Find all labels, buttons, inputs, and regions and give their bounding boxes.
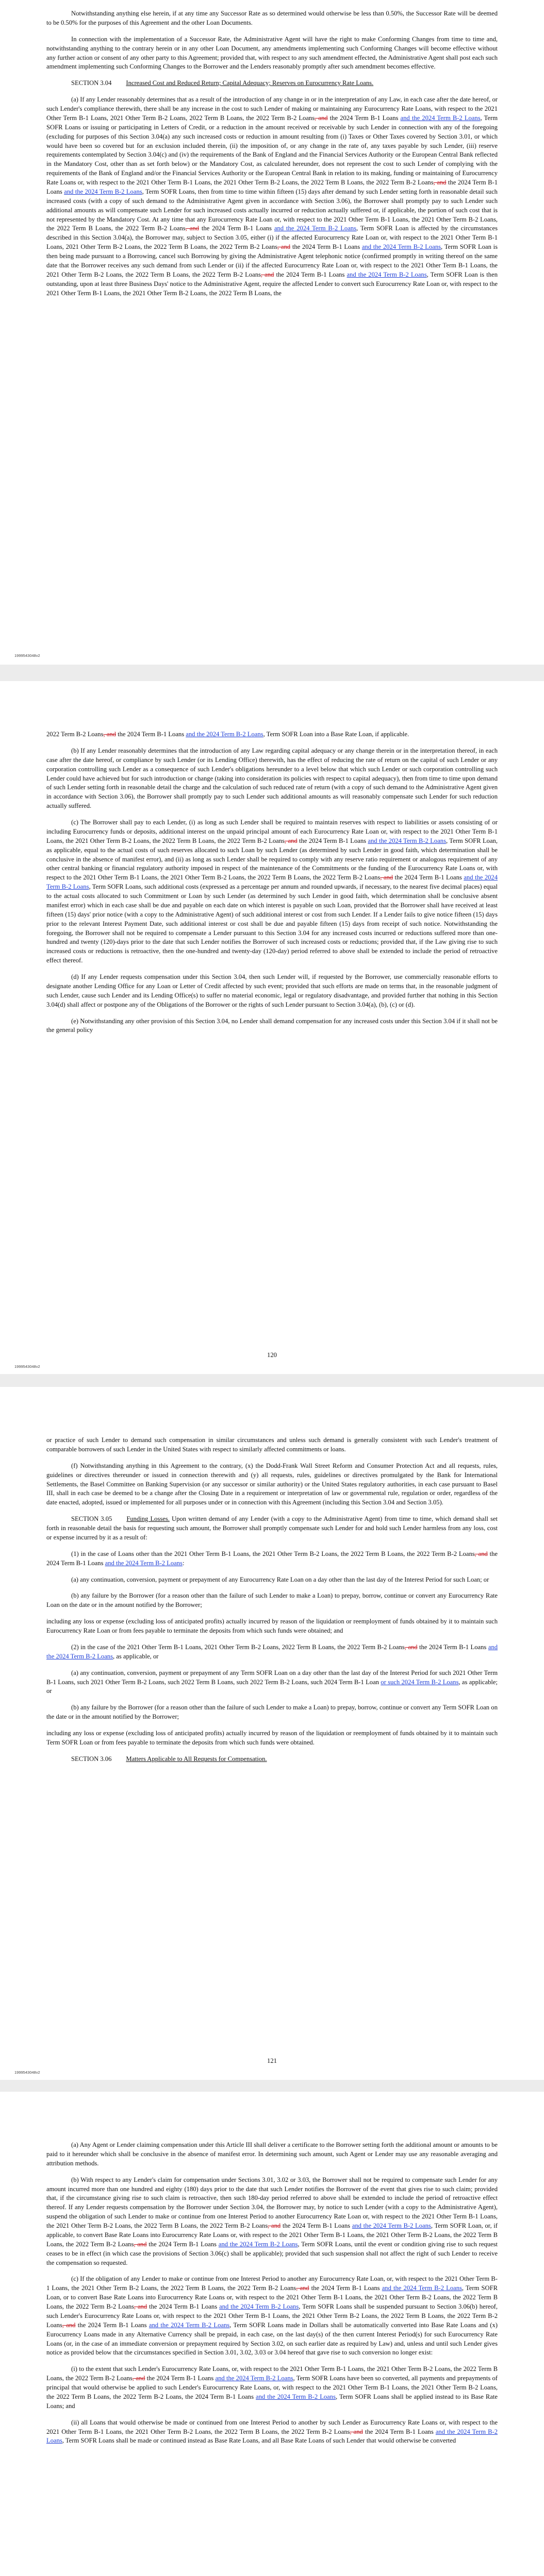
text-run: (1) in the case of Loans other than the 2021 Other Term B-1 Loans, the 2021 Other Term B-2 Loans, the 2022 Term B Loans, the 2022 Term B-2 Loans bbox=[71, 1550, 475, 1557]
deleted-text: , and bbox=[260, 270, 274, 278]
inserted-text: and the 2024 Term B-2 Loans bbox=[46, 2428, 498, 2445]
text-run: , Term SOFR Loans, until the event or condition giving rise to such request ceases to be in effect (in which case the provisions of Section 3.06(c) shall be applicable); provided that such suspension shall not affect the right of such Lender to receive the compensation so requested. bbox=[46, 2240, 498, 2266]
document-id: 1999543048v2 bbox=[14, 1364, 40, 1369]
page-body bbox=[46, 730, 498, 1042]
paragraph bbox=[46, 2418, 498, 2446]
document-page bbox=[0, 2092, 544, 2576]
paragraph: (b) If any Lender reasonably determines that the introduction of any Law regarding capital adequacy or any change therein or in the interpretation thereof, in each case after the date hereof, or compliance by such Lender (or its Lending Office) therewith, has the effect of reducing the rate of return on the capital of such Lender or any corporation controlling such Lender as a consequence of such Lender's obligations hereunder to a level below that which such Lender or such corporation controlling such Lender could have achieved but for such introduction or change (taking into consideration its policies with respect to capital adequacy), then from time to time upon demand of such Lender setting forth in reasonable detail the charge and the calculation of such reduced rate of return (with a copy of such demand to the Administrative Agent given in accordance with Section 3.06), the Borrower shall promptly pay to such Lender such additional amounts as will reasonably compensate such Lender for such reduction actually suffered. bbox=[46, 747, 498, 810]
text-run: the 2024 Term B-1 Loans bbox=[274, 270, 347, 278]
text-run: (i) to the extent that such Lender's Eurocurrency Rate Loans, or, with respect to the 2021 Other Term B-1 Loans, the 2021 Other Term B-2 Loans, the 2022 Term B Loans, the 2022 Term B-2 Loans bbox=[46, 2365, 498, 2382]
text-run: the 2024 Term B-1 Loans bbox=[290, 243, 362, 251]
deleted-text: , and bbox=[433, 179, 447, 186]
text-run: (a) any continuation, conversion, payment or prepayment of any Term SOFR Loan on a day other than the last day of the Interest Period for such 2021 Other Term B-1 Loans, such 2021 Other Term B-2 Loans, such 2022 Term B Loans, such 2022 Term B-2 Loans, such 2024 Term B-1 Loan bbox=[46, 1669, 498, 1686]
inserted-text: and the 2024 Term B-2 Loans bbox=[64, 188, 142, 195]
inserted-text: or such 2024 Term B-2 Loans bbox=[381, 1678, 459, 1686]
text-run: , Term SOFR Loan, or to convert Base Rate Loans into Eurocurrency Rate Loans or, with respect to the 2021 Other Term B-1 Loans, the 2021 Other Term B-2 Loans, the 2022 Term B Loans, the 2022 Term B-2 Loans bbox=[46, 2284, 498, 2310]
text-run: the 2024 Term B-1 Loans bbox=[147, 2303, 220, 2310]
inserted-text: and the 2024 Term B-2 Loans bbox=[105, 1559, 183, 1567]
inserted-text: and the 2024 Term B-2 Loans bbox=[186, 731, 263, 738]
text-run: the 2024 Term B-1 Loans bbox=[145, 2375, 216, 2382]
paragraph: (e) Notwithstanding any other provision of this Section 3.04, no Lender shall demand compensation for any increased costs under this Section 3.04 if it shall not be the general policy bbox=[46, 1017, 498, 1034]
text-run: the 2024 Term B-1 Loans bbox=[362, 2428, 436, 2435]
paragraph: (a) any continuation, conversion, payment or prepayment of any Eurocurrency Rate Loan on a day other than the last day of the Interest Period for such Loan; or bbox=[71, 1575, 489, 1583]
paragraph: Notwithstanding anything else herein, if at any time any Successor Rate as so determined would otherwise be less than 0.50%, the Successor Rate will be deemed to be 0.50% for the purposes of this Agreement and the other Loan Documents. bbox=[46, 10, 498, 26]
text-run: , Term SOFR Loans, such additional costs (expressed as a percentage per annum and rounded upwards, if necessary, to the nearest five decimal places) equal to the actual costs allocated to such Commitment or Loan by such Lender (as determined by such Lender in good faith, which determination shall be conclusive absent manifest error) which in each case shall be due and payable on each date on which interest is payable on such Loan, provided that the Borrower shall have received at least fifteen (15) days' prior notice (with a copy to the Administrative Agent) of such additional interest or cost from such Lender. If a Lender fails to give notice fifteen (15) days prior to the relevant Interest Payment Date, such additional interest or cost shall be due and payable fifteen (15) days from receipt of such notice. Notwithstanding the foregoing, the Borrower shall not be required to compensate a Lender pursuant to this Section 3.04 for any increased costs incurred or reductions suffered more than one-hundred and twenty (120)-days prior to the date that such Lender notifies the Borrower of such increased costs or reductions; provided that, if the Law giving rise to such increased costs or reductions is retroactive, then the one-hundred and twenty-day (120-day) period referred to above shall be extended to include the period of retroactive effect thereof. bbox=[46, 883, 498, 964]
text-run: , Term SOFR Loan is affected by the circumstances described in this Section 3.04(a), the Borrower may, subject to Section 3.05, either (i) if the affected Eurocurrency Rate Loan or, with respect to the 2021 Other Term B-1 Loans, 2021 Other Term B-2 Loans, the 2022 Term B Loans, the 2022 Term B-2 Loans bbox=[46, 225, 498, 251]
text-run: the 2024 Term B-1 Loans bbox=[46, 1550, 498, 1567]
paragraph bbox=[46, 95, 498, 298]
deleted-text: , and bbox=[185, 225, 199, 232]
text-run: , Term SOFR Loan is then outstanding, upon at least three Business Days' notice to the Administrative Agent, require the affected Lender to convert such Eurocurrency Rate Loan or, with respect to the 2021 Other Term B-1 Loans, the 2021 Other Term B-2 Loans, the 2022 Term B Loans, the bbox=[46, 270, 498, 297]
page-number: 121 bbox=[267, 2057, 277, 2064]
document-page bbox=[0, 681, 544, 1374]
inserted-text: and the 2024 Term B-2 Loans bbox=[382, 2284, 462, 2292]
deleted-text: , and bbox=[284, 837, 298, 844]
text-run: , Term SOFR Loans shall be suspended pursuant to Section 3.06(b) hereof, such Lender's Eurocurrency Rate Loans or, with respect to the 2021 Other Term B-1 Loans, the 2021 Other Term B-2 Loans, the 2022 Term B Loans, the 2022 Term B-2 Loans bbox=[46, 2303, 498, 2329]
paragraph bbox=[46, 2176, 498, 2268]
inserted-text: and the 2024 Term B-2 Loans bbox=[149, 2321, 230, 2329]
paragraph bbox=[46, 1550, 498, 1568]
deleted-text: , and bbox=[103, 731, 116, 738]
text-run: the 2024 Term B-1 Loans bbox=[393, 874, 464, 882]
deleted-text: , and bbox=[134, 2240, 147, 2248]
text-run: the 2024 Term B-1 Loans bbox=[199, 225, 274, 232]
page-body bbox=[46, 9, 498, 305]
text-run: , Term SOFR Loans, then from time to time within fifteen (15) days after demand by such Lender setting forth in reasonable detail such increased costs (with a copy of such demand to the Administrative Agent given in accordance with Section 3.06), the Borrower shall promptly pay to such Lender such additional amounts as will compensate such Lender for such increased costs actually incurred or reduction actually suffered or, if applicable, the portion of such cost that is not represented by the Mandatory Cost. At any time that any Eurocurrency Rate Loan or, with respect to the 2021 Other Term B-1 Loans, the 2021 Other Term B-2 Loans, the 2022 Term B Loans, the 2022 Term B-2 Loans bbox=[46, 188, 498, 232]
text-run: , Term SOFR Loans have been so converted, all payments and prepayments of principal that would otherwise be applied to such Lender's Eurocurrency Rate Loans, or, with respect to the 2021 Other Term B-1 Loans, the 2021 Other Term B-2 Loans, the 2022 Term B Loans, the 2022 Term B-2 Loans, the 2024 Term B-1 Loans bbox=[46, 2375, 498, 2400]
text-run: , Term SOFR Loans shall be made or continued instead as Base Rate Loans, and all Base Rate Loans of such Lender that would otherwise be converted bbox=[62, 2437, 456, 2445]
deleted-text: , and bbox=[132, 2375, 145, 2382]
text-run: (a) If any Lender reasonably determines that as a result of the introduction of any change in or in the interpretation of any Law, in each case after the date hereof, or such Lender's compliance therewith, there shall be any increase in the cost to such Lender of making or maintaining any Eurocurrency Rate Loans, with respect to the 2021 Other Term B-1 Loans, 2021 Other Term B-2 Loans, 2022 Term B Loans, the 2022 Term B-2 Loans bbox=[46, 96, 498, 122]
text-run: , Term SOFR Loan, as applicable, equal to the actual costs of such reserves allocated to such Loan by such Lender (as determined by such Lender in good faith, which determination shall be conclusive in the absence of manifest error), and (ii) as long as such Lender shall be required to comply with any reserve ratio requirement or analogous requirement of any other central banking or financial regulatory authority imposed in respect of the maintenance of the Commitments or the funding of the Eurocurrency Rate Loans or, with respect to the 2021 Other Term B-1 Loans, the 2021 Other Term B-2 Loans, the 2022 Term B Loans, the 2022 Term B-2 Loans bbox=[46, 837, 498, 882]
paragraph bbox=[46, 1643, 498, 1662]
deleted-text: , and bbox=[277, 243, 291, 251]
page-number: 120 bbox=[267, 1351, 277, 1359]
paragraph: In connection with the implementation of a Successor Rate, the Administrative Agent will have the right to make Conforming Changes from time to time and, notwithstanding anything to the contrary herein or in any other Loan Document, any amendments implementing such Conforming Changes will become effective without any further action or consent of any other party to this Agreement; provided that, with respect to any such amendment effected, the Administrative Agent shall post each such amendment implementing such Conforming Changes to the Borrower and the Lenders reasonably promptly after such amendment becomes effective. bbox=[46, 35, 498, 71]
section-number: SECTION 3.04 bbox=[71, 79, 112, 87]
document-id: 1999543048v2 bbox=[14, 2070, 40, 2075]
section-title: Funding Losses. bbox=[126, 1515, 170, 1523]
text-run: the 2024 Term B-1 Loans bbox=[75, 2321, 149, 2329]
text-run: the 2024 Term B-1 Loans bbox=[116, 731, 186, 738]
deleted-text: , and bbox=[296, 2284, 309, 2292]
deleted-text: , and bbox=[404, 1643, 418, 1651]
text-run: the 2024 Term B-1 Loans bbox=[327, 114, 401, 122]
text-run: , Term SOFR Loan is then being made pursuant to a Borrowing, cancel such Borrowing by giving the Administrative Agent telephonic notice (confirmed promptly in writing thereof on the same date that the Borrower receives any such demand from such Lender or (ii) if the affected Eurocurrency Rate Loan or, with respect to the 2021 Other Term B-1 Loans, the 2021 Other Term B-2 Loans, the 2022 Term B Loans, the 2022 Term B-2 Loans bbox=[46, 243, 498, 278]
inserted-text: and the 2024 Term B-2 Loans bbox=[274, 225, 356, 232]
text-run: , Term SOFR Loan into a Base Rate Loan, if applicable. bbox=[263, 731, 409, 738]
paragraph: (b) any failure by the Borrower (for a reason other than the failure of such Lender to make a Loan) to prepay, borrow, continue or convert any Term SOFR Loan on the date or in the amount notified by the Borrower; bbox=[46, 1704, 498, 1721]
section-heading bbox=[46, 79, 498, 88]
inserted-text: and the 2024 Term B-2 Loans bbox=[347, 270, 427, 278]
text-run: , Term SOFR Loan, or, if applicable, to convert Base Rate Loans into Eurocurrency Rate Loans or, with respect to the 2021 Other Term B-1 Loans, the 2021 Other Term B-2 Loans, the 2022 Term B Loans, the 2022 Term B-2 Loans bbox=[46, 2222, 498, 2248]
section-number: SECTION 3.05 bbox=[71, 1515, 112, 1523]
inserted-text: and the 2024 Term B-2 Loans bbox=[46, 1643, 498, 1660]
text-run: (c) If the obligation of any Lender to make or continue from one Interest Period to another any Eurocurrency Rate Loan, or, with respect to the 2021 Other Term B-1 Loans, the 2021 Other Term B-2 Loans, the 2022 Term B Loans, the 2022 Term B-2 Loans bbox=[46, 2275, 498, 2292]
text-run: (ii) all Loans that would otherwise be made or continued from one Interest Period to another by such Lender as Eurocurrency Rate Loans or, with respect to the 2021 Other Term B-1 Loans, the 2021 Other Term B-2 Loans, the 2022 Term B Loans, the 2022 Term B-2 Loans bbox=[46, 2418, 498, 2435]
deleted-text: , and bbox=[268, 2222, 281, 2229]
inserted-text: and the 2024 Term B-2 Loans bbox=[219, 2303, 299, 2310]
paragraph: (a) Any Agent or Lender claiming compensation under this Article III shall deliver a certificate to the Borrower setting forth the additional amount or amounts to be paid to it hereunder which shall be conclusive in the absence of manifest error. In determining such amount, such Agent or Lender may use any reasonable averaging and attribution methods. bbox=[46, 2141, 498, 2167]
paragraph: including any loss or expense (excluding loss of anticipated profits) actually incurred by reason of the liquidation or reemployment of funds obtained by it to maintain such Eurocurrency Rate Loan or from fees payable to terminate the deposits from which such funds were obtained; and bbox=[46, 1618, 498, 1634]
document-page bbox=[0, 1387, 544, 2080]
deleted-text: , and bbox=[350, 2428, 363, 2435]
paragraph bbox=[46, 2275, 498, 2358]
text-run: , Term SOFR Loans made in Dollars shall be automatically converted into Base Rate Loans and (x) Eurocurrency Loans made in any Alternative Currency shall be prepaid, in each case, on the last day(s) of the then current Interest Period(s) for such Eurocurrency Rate Loans (or, in the case of an immediate conversion or prepayment required by Section 3.02, on such earlier date as required by Law) and, unless and until such Lender gives notice as provided below that the circumstances specified in Section 3.01, 3.02, 3.03 or 3.04 hereof that gave rise to such conversion no longer exist: bbox=[46, 2321, 498, 2357]
text-run: (b) With respect to any Lender's claim for compensation under Sections 3.01, 3.02 or 3.03, the Borrower shall not be required to compensate such Lender for any amount incurred more than one hundred and eighty (180) days prior to the date that such Lender notifies the Borrower of the event that gives rise to such claim; provided that, if the circumstance giving rise to such claim is retroactive, then such 180-day period referred to above shall be extended to include the period of retroactive effect thereof. If any Lender requests compensation by the Borrower under Section 3.04, the Borrower may, by notice to such Lender (with a copy to the Administrative Agent), suspend the obligation of such Lender to make or continue from one Interest Period to another Eurocurrency Rate Loan or, with respect to the 2021 Other Term B-1 Loans, the 2021 Other Term B-2 Loans, the 2022 Term B Loans, the 2022 Term B-2 Loans bbox=[46, 2176, 498, 2229]
text-run: (c) The Borrower shall pay to each Lender, (i) as long as such Lender shall be required to maintain reserves with respect to liabilities or assets consisting of or including Eurocurrency funds or deposits, additional interest on the unpaid principal amount of each Eurocurrency Rate Loan or, with respect to the 2021 Other Term B-1 Loans, the 2021 Other Term B-2 Loans, the 2022 Term B Loans, the 2022 Term B-2 Loans bbox=[46, 819, 498, 844]
paragraph bbox=[46, 730, 498, 739]
inserted-text: and the 2024 Term B-2 Loans bbox=[218, 2240, 298, 2248]
paragraph bbox=[46, 1669, 498, 1697]
deleted-text: , and bbox=[315, 114, 328, 122]
inserted-text: and the 2024 Term B-2 Loans bbox=[400, 114, 481, 122]
text-run: Upon written demand of any Lender (with a copy to the Administrative Agent) from time to time, which demand shall set forth in reasonable detail the basis for requesting such amount, the Borrower shall promptly compensate such Lender for and hold such Lender harmless from any loss, cost or expense incurred by it as a result of: bbox=[46, 1515, 498, 1541]
paragraph: (f) Notwithstanding anything in this Agreement to the contrary, (x) the Dodd-Frank Wall Street Reform and Consumer Protection Act and all requests, rules, guidelines or directives thereunder or issued in connection therewith and (y) all requests, rules, guidelines or directives promulgated by the Bank for International Settlements, the Basel Committee on Banking Supervision (or any successor or similar authority) or the United States regulatory authorities, in each case pursuant to Basel III, shall in each case be deemed to be a change after the Closing Date in a requirement or interpretation of law or governmental rule, regulation or order, regardless of the date enacted, adopted, issued or implemented for all purposes under or in connection with this Agreement (including this Section 3.04 and Section 3.05). bbox=[46, 1462, 498, 1506]
paragraph bbox=[46, 2365, 498, 2411]
deleted-text: , and bbox=[474, 1550, 488, 1557]
document-page bbox=[0, 0, 544, 665]
text-run: , Term SOFR Loans or issuing or participating in Letters of Credit, or a reduction in the amount received or receivable by such Lender in connection with any of the foregoing (excluding for purposes of this Section 3.04(a) any such increased costs or reduction in amount resulting from (i) Taxes or Other Taxes covered by Section 3.01, or which would have been so covered but for an exclusion included therein, (ii) the imposition of, or any change in the rate of, any taxes payable by such Lender, (iii) reserve requirements contemplated by Section 3.04(c) and (iv) the requirements of the Bank of England and the Financial Services Authority or the European Central Bank reflected in the Mandatory Cost, other than as set forth below) or the Mandatory Cost, as calculated hereunder, does not represent the cost to such Lender of complying with the requirements of the Bank of England and/or the Financial Services Authority or the European Central Bank in relation to its making, funding or maintaining of Eurocurrency Rate Loans or, with respect to the 2021 Other Term B-1 Loans, the 2021 Other Term B-2 Loans, the 2022 Term B Loans, the 2022 Term B-2 Loans bbox=[46, 114, 498, 186]
paragraph: or practice of such Lender to demand such compensation in similar circumstances and unless such demand is generally consistent with such Lender's treatment of comparable borrowers of such Lender in the United States with respect to similarly affected commitments or loans. bbox=[46, 1436, 498, 1453]
deleted-text: , and bbox=[380, 874, 393, 882]
text-run: (2) in the case of the 2021 Other Term B-1 Loans, 2021 Other Term B-2 Loans, 2022 Term B Loans, the 2022 Term B-2 Loans bbox=[71, 1643, 405, 1651]
document-id: 1999543048v2 bbox=[14, 653, 40, 658]
inserted-text: and the 2024 Term B-2 Loans bbox=[368, 837, 446, 844]
text-run: the 2024 Term B-1 Loans bbox=[146, 2240, 219, 2248]
text-run: the 2024 Term B-1 Loans bbox=[297, 837, 368, 844]
paragraph bbox=[46, 1515, 498, 1543]
section-title: Increased Cost and Reduced Return; Capital Adequacy; Reserves on Eurocurrency Rate Loans. bbox=[126, 79, 374, 87]
deleted-text: , and bbox=[134, 2303, 147, 2310]
text-run: , as applicable, or bbox=[113, 1652, 159, 1660]
section-title: Matters Applicable to All Requests for Compensation. bbox=[126, 1755, 267, 1762]
text-run: , Term SOFR Loans shall be applied instead to its Base Rate Loans; and bbox=[46, 2393, 498, 2410]
paragraph: (d) If any Lender requests compensation under this Section 3.04, then such Lender will, if requested by the Borrower, use commercially reasonable efforts to designate another Lending Office for any Loan or Letter of Credit affected by such event; provided that such efforts are made on terms that, in the reasonable judgment of such Lender, cause such Lender and its Lending Office(s) to suffer no material economic, legal or regulatory disadvantage, and provided further that nothing in this Section 3.04(d) shall affect or postpone any of the Obligations of the Borrower or the rights of such Lender pursuant to Section 3.04(a), (b), (c) or (d). bbox=[46, 973, 498, 1008]
paragraph bbox=[46, 818, 498, 965]
section-number: SECTION 3.06 bbox=[71, 1755, 112, 1762]
inserted-text: and the 2024 Term B-2 Loans bbox=[46, 874, 498, 891]
paragraph: including any loss or expense (excluding loss of anticipated profits) actually incurred by reason of the liquidation or reemployment of funds obtained by it to maintain such Term SOFR Loan or from fees payable to terminate the deposits from which such funds were obtained. bbox=[46, 1730, 498, 1746]
text-run: the 2024 Term B-1 Loans bbox=[417, 1643, 488, 1651]
section-heading bbox=[46, 1755, 498, 1764]
page-body bbox=[46, 1436, 498, 1771]
inserted-text: and the 2024 Term B-2 Loans bbox=[256, 2393, 336, 2400]
deleted-text: , and bbox=[62, 2321, 76, 2329]
page-body bbox=[46, 2141, 498, 2453]
text-run: 2022 Term B-2 Loans bbox=[46, 731, 104, 738]
text-run: the 2024 Term B-1 Loans bbox=[309, 2284, 382, 2292]
text-run: : bbox=[182, 1559, 185, 1567]
text-run: the 2024 Term B-1 Loans bbox=[46, 179, 498, 195]
text-run: , as applicable; or bbox=[46, 1678, 498, 1695]
inserted-text: and the 2024 Term B-2 Loans bbox=[215, 2375, 293, 2382]
text-run: the 2024 Term B-1 Loans bbox=[281, 2222, 352, 2229]
inserted-text: and the 2024 Term B-2 Loans bbox=[361, 243, 441, 251]
paragraph: (b) any failure by the Borrower (for a reason other than the failure of such Lender to make a Loan) to prepay, borrow, continue or convert any Eurocurrency Rate Loan on the date or in the amount notified by the Borrower; bbox=[46, 1592, 498, 1609]
inserted-text: and the 2024 Term B-2 Loans bbox=[352, 2222, 431, 2229]
